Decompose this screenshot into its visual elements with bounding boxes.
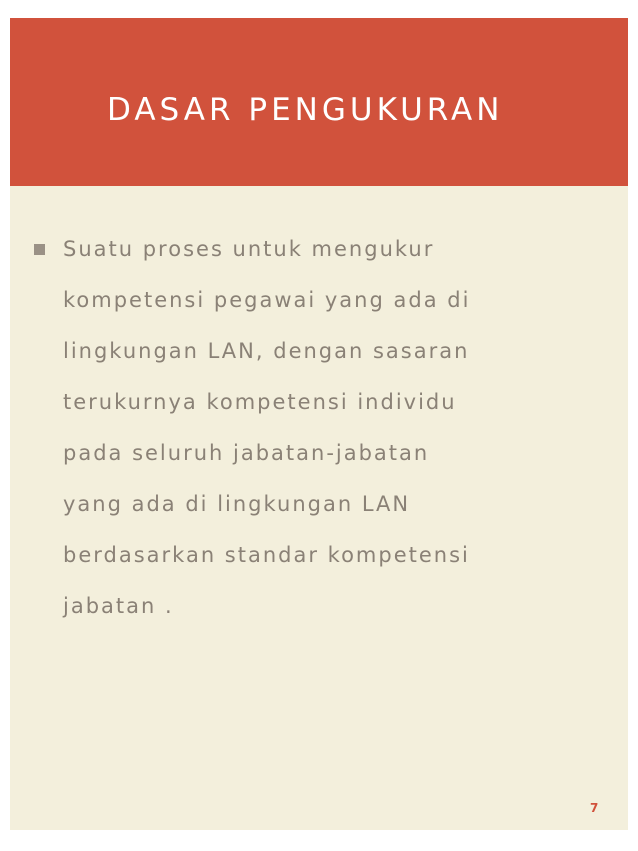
bullet-text-line: lingkungan LAN, dengan sasaran [63,339,470,363]
slide [10,18,628,830]
bullet-text-line: kompetensi pegawai yang ada di [63,288,471,312]
slide-title: DASAR PENGUKURAN [107,92,504,128]
bullet-text-line: jabatan . [63,594,174,618]
bullet-text-line: terukurnya kompetensi individu [63,390,457,414]
bullet-text-line: pada seluruh jabatan-jabatan [63,441,430,465]
bullet-text-line: Suatu proses untuk mengukur [63,237,435,261]
title-band [10,18,628,186]
bullet-text-line: berdasarkan standar kompetensi [63,543,470,567]
bullet-text-line: yang ada di lingkungan LAN [63,492,411,516]
page-number: 7 [590,801,599,815]
square-bullet-icon [34,244,45,255]
bullet-text [63,224,623,632]
